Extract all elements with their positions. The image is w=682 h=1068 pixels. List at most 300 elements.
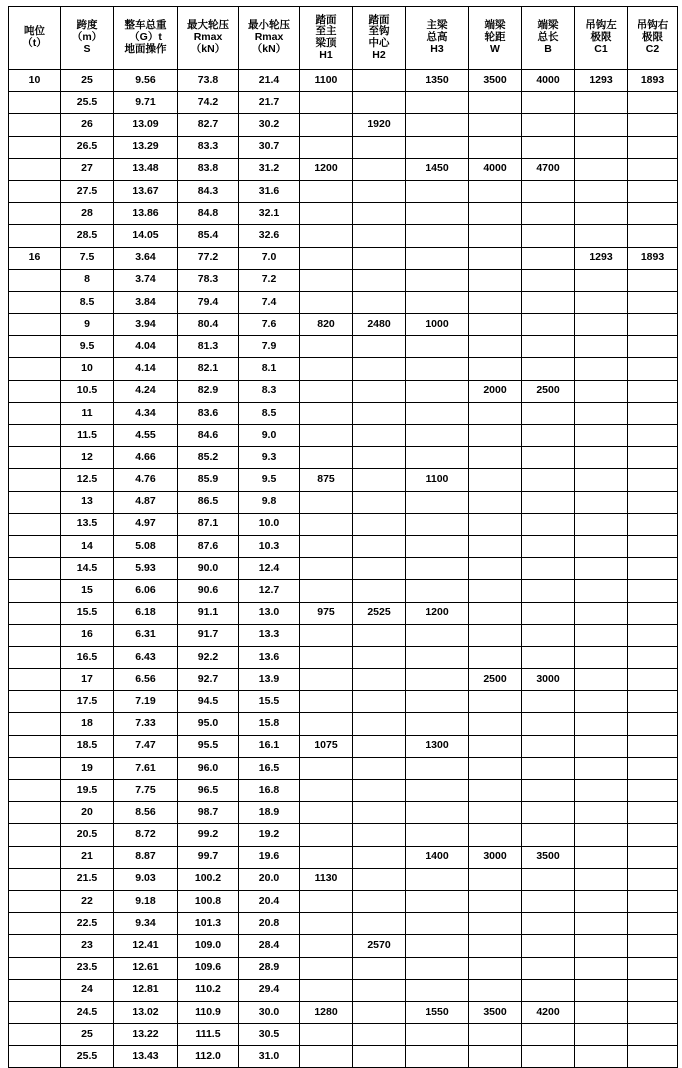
cell-h2 (353, 669, 406, 691)
column-header-line: 吊钩左 (585, 19, 617, 32)
cell-rmin: 8.3 (239, 380, 300, 402)
cell-rmin: 29.4 (239, 979, 300, 1001)
column-header-line: （kN） (190, 42, 226, 55)
cell-h1 (300, 291, 353, 313)
cell-total_weight: 13.43 (114, 1046, 178, 1068)
cell-span: 21.5 (61, 868, 114, 890)
cell-rmax: 84.6 (178, 425, 239, 447)
table-row (9, 114, 678, 136)
cell-rmax: 109.6 (178, 957, 239, 979)
cell-h1 (300, 269, 353, 291)
cell-b (522, 336, 575, 358)
table-row (9, 247, 678, 269)
cell-span: 8.5 (61, 291, 114, 313)
cell-h3 (406, 935, 469, 957)
column-header-capacity (9, 7, 61, 70)
cell-capacity (9, 979, 61, 1001)
cell-h3 (406, 713, 469, 735)
cell-rmin: 28.9 (239, 957, 300, 979)
cell-h3 (406, 646, 469, 668)
cell-b (522, 247, 575, 269)
cell-h3 (406, 447, 469, 469)
cell-rmin: 10.3 (239, 535, 300, 557)
cell-h2 (353, 247, 406, 269)
cell-capacity (9, 269, 61, 291)
cell-capacity (9, 535, 61, 557)
cell-span: 21 (61, 846, 114, 868)
cell-w (469, 269, 522, 291)
cell-h2 (353, 890, 406, 912)
cell-rmax: 82.9 (178, 380, 239, 402)
cell-rmax: 85.2 (178, 447, 239, 469)
cell-w (469, 491, 522, 513)
cell-total_weight: 12.61 (114, 957, 178, 979)
cell-b (522, 913, 575, 935)
cell-total_weight: 13.22 (114, 1024, 178, 1046)
cell-capacity (9, 225, 61, 247)
cell-capacity (9, 314, 61, 336)
cell-c2 (628, 92, 678, 114)
cell-h2 (353, 269, 406, 291)
cell-h2 (353, 358, 406, 380)
cell-h3 (406, 180, 469, 202)
header-row (9, 7, 678, 70)
cell-c1 (575, 535, 628, 557)
column-header-line: H3 (430, 42, 444, 55)
cell-c2 (628, 913, 678, 935)
cell-c1 (575, 491, 628, 513)
cell-w (469, 469, 522, 491)
cell-rmin: 7.2 (239, 269, 300, 291)
cell-b (522, 203, 575, 225)
cell-span: 24 (61, 979, 114, 1001)
cell-b (522, 92, 575, 114)
column-header-line: 整车总重 (124, 19, 167, 32)
cell-b (522, 469, 575, 491)
cell-total_weight: 4.14 (114, 358, 178, 380)
cell-b (522, 713, 575, 735)
cell-c2 (628, 203, 678, 225)
cell-span: 25.5 (61, 92, 114, 114)
cell-capacity: 16 (9, 247, 61, 269)
cell-h1 (300, 957, 353, 979)
cell-w: 3500 (469, 70, 522, 92)
cell-w (469, 913, 522, 935)
cell-b (522, 824, 575, 846)
cell-h3 (406, 957, 469, 979)
cell-b (522, 114, 575, 136)
cell-rmin: 13.6 (239, 646, 300, 668)
cell-span: 15 (61, 580, 114, 602)
cell-h3 (406, 358, 469, 380)
cell-rmax: 87.6 (178, 535, 239, 557)
cell-total_weight: 6.56 (114, 669, 178, 691)
cell-b (522, 358, 575, 380)
cell-total_weight: 9.56 (114, 70, 178, 92)
cell-h3 (406, 136, 469, 158)
cell-w (469, 447, 522, 469)
cell-rmax: 73.8 (178, 70, 239, 92)
column-header-line: Rmax (193, 31, 223, 44)
cell-h3 (406, 868, 469, 890)
cell-w: 3000 (469, 846, 522, 868)
cell-h3 (406, 580, 469, 602)
cell-h3 (406, 225, 469, 247)
cell-c1 (575, 203, 628, 225)
cell-total_weight: 4.76 (114, 469, 178, 491)
cell-c1 (575, 913, 628, 935)
cell-c2 (628, 1001, 678, 1023)
cell-c2 (628, 713, 678, 735)
cell-h1 (300, 802, 353, 824)
cell-w (469, 558, 522, 580)
cell-rmax: 84.8 (178, 203, 239, 225)
cell-c1 (575, 425, 628, 447)
cell-h2 (353, 491, 406, 513)
cell-b (522, 1024, 575, 1046)
cell-span: 27.5 (61, 180, 114, 202)
cell-rmax: 90.6 (178, 580, 239, 602)
column-header-line: C1 (594, 42, 608, 55)
cell-c1: 1293 (575, 70, 628, 92)
column-header-line: B (544, 42, 552, 55)
cell-h1 (300, 358, 353, 380)
column-header-line: 至主 (315, 25, 337, 38)
cell-total_weight: 13.67 (114, 180, 178, 202)
table-row (9, 846, 678, 868)
cell-b (522, 646, 575, 668)
cell-span: 25 (61, 1024, 114, 1046)
cell-c1 (575, 225, 628, 247)
cell-h3 (406, 247, 469, 269)
cell-h1 (300, 380, 353, 402)
cell-h3: 1100 (406, 469, 469, 491)
column-header-line: 端梁 (537, 19, 559, 32)
cell-h3 (406, 92, 469, 114)
table-row (9, 491, 678, 513)
cell-rmax: 94.5 (178, 691, 239, 713)
table-row (9, 979, 678, 1001)
cell-c2 (628, 402, 678, 424)
cell-capacity (9, 780, 61, 802)
cell-h3 (406, 913, 469, 935)
cell-c2 (628, 935, 678, 957)
cell-h2 (353, 469, 406, 491)
cell-span: 23 (61, 935, 114, 957)
cell-h3 (406, 269, 469, 291)
cell-h3 (406, 890, 469, 912)
cell-total_weight: 5.08 (114, 535, 178, 557)
cell-capacity (9, 646, 61, 668)
column-header-line: （kN） (251, 42, 287, 55)
cell-c1 (575, 1001, 628, 1023)
cell-h2 (353, 957, 406, 979)
cell-c2 (628, 314, 678, 336)
cell-w (469, 602, 522, 624)
cell-c1 (575, 291, 628, 313)
cell-capacity (9, 802, 61, 824)
cell-c2 (628, 535, 678, 557)
cell-c1 (575, 979, 628, 1001)
cell-h2 (353, 713, 406, 735)
cell-capacity (9, 1046, 61, 1068)
cell-rmax: 99.2 (178, 824, 239, 846)
cell-c2 (628, 447, 678, 469)
cell-c2 (628, 602, 678, 624)
cell-rmin: 21.4 (239, 70, 300, 92)
cell-w (469, 824, 522, 846)
cell-h1 (300, 114, 353, 136)
cell-h1 (300, 402, 353, 424)
cell-w (469, 646, 522, 668)
cell-c2 (628, 269, 678, 291)
cell-span: 11 (61, 402, 114, 424)
cell-capacity (9, 624, 61, 646)
cell-rmax: 92.2 (178, 646, 239, 668)
cell-rmin: 32.1 (239, 203, 300, 225)
cell-span: 12 (61, 447, 114, 469)
cell-b (522, 314, 575, 336)
cell-h3 (406, 979, 469, 1001)
cell-span: 18.5 (61, 735, 114, 757)
table-row (9, 735, 678, 757)
cell-total_weight: 4.34 (114, 402, 178, 424)
table-row (9, 713, 678, 735)
cell-h3: 1300 (406, 735, 469, 757)
cell-h3 (406, 203, 469, 225)
cell-w (469, 624, 522, 646)
cell-b (522, 691, 575, 713)
table-body (9, 70, 678, 1068)
cell-c1: 1293 (575, 247, 628, 269)
table-row (9, 646, 678, 668)
cell-h1 (300, 890, 353, 912)
cell-rmin: 13.3 (239, 624, 300, 646)
cell-w: 3500 (469, 1001, 522, 1023)
cell-c2 (628, 291, 678, 313)
table-row (9, 957, 678, 979)
cell-rmax: 95.5 (178, 735, 239, 757)
cell-span: 25.5 (61, 1046, 114, 1068)
cell-c2 (628, 824, 678, 846)
cell-c2 (628, 425, 678, 447)
cell-capacity (9, 92, 61, 114)
cell-capacity (9, 180, 61, 202)
cell-b (522, 979, 575, 1001)
column-header-h1 (300, 7, 353, 70)
cell-total_weight: 4.97 (114, 513, 178, 535)
cell-h1: 975 (300, 602, 353, 624)
cell-c1 (575, 580, 628, 602)
cell-span: 17 (61, 669, 114, 691)
cell-c1 (575, 646, 628, 668)
cell-b (522, 180, 575, 202)
cell-h3: 1400 (406, 846, 469, 868)
column-header-c2 (628, 7, 678, 70)
cell-h2 (353, 558, 406, 580)
table-row (9, 314, 678, 336)
cell-h3 (406, 624, 469, 646)
cell-total_weight: 7.61 (114, 757, 178, 779)
cell-capacity (9, 757, 61, 779)
cell-c2 (628, 491, 678, 513)
cell-c2 (628, 669, 678, 691)
cell-h3 (406, 114, 469, 136)
cell-h1 (300, 513, 353, 535)
cell-h1 (300, 180, 353, 202)
column-header-rmin (239, 7, 300, 70)
cell-rmax: 85.9 (178, 469, 239, 491)
cell-h3 (406, 1024, 469, 1046)
cell-h1 (300, 491, 353, 513)
cell-rmax: 85.4 (178, 225, 239, 247)
cell-h3 (406, 535, 469, 557)
cell-b (522, 402, 575, 424)
cell-capacity (9, 425, 61, 447)
cell-total_weight: 7.47 (114, 735, 178, 757)
cell-h1 (300, 913, 353, 935)
cell-c1 (575, 780, 628, 802)
cell-rmin: 13.0 (239, 602, 300, 624)
cell-b (522, 291, 575, 313)
cell-c2 (628, 114, 678, 136)
cell-rmin: 21.7 (239, 92, 300, 114)
cell-c1 (575, 868, 628, 890)
cell-span: 27 (61, 158, 114, 180)
cell-w (469, 136, 522, 158)
cell-c1 (575, 713, 628, 735)
cell-w: 2000 (469, 380, 522, 402)
cell-total_weight: 6.31 (114, 624, 178, 646)
cell-h1 (300, 225, 353, 247)
cell-h1 (300, 624, 353, 646)
cell-span: 23.5 (61, 957, 114, 979)
cell-rmin: 31.6 (239, 180, 300, 202)
cell-h2 (353, 1024, 406, 1046)
cell-h3: 1350 (406, 70, 469, 92)
cell-c2 (628, 646, 678, 668)
cell-b (522, 136, 575, 158)
cell-w (469, 691, 522, 713)
cell-rmax: 111.5 (178, 1024, 239, 1046)
cell-rmax: 92.7 (178, 669, 239, 691)
table-row (9, 691, 678, 713)
cell-h3: 1000 (406, 314, 469, 336)
table-row (9, 890, 678, 912)
cell-span: 14 (61, 535, 114, 557)
cell-h1 (300, 535, 353, 557)
cell-h1 (300, 425, 353, 447)
table-row (9, 203, 678, 225)
cell-rmin: 16.8 (239, 780, 300, 802)
column-header-line: 踏面 (368, 13, 390, 26)
table-row (9, 70, 678, 92)
cell-c1 (575, 269, 628, 291)
cell-c2: 1893 (628, 70, 678, 92)
cell-rmin: 15.8 (239, 713, 300, 735)
table-row (9, 469, 678, 491)
cell-span: 19.5 (61, 780, 114, 802)
cell-h1 (300, 1046, 353, 1068)
cell-span: 13.5 (61, 513, 114, 535)
table-row (9, 336, 678, 358)
cell-total_weight: 9.18 (114, 890, 178, 912)
cell-rmax: 80.4 (178, 314, 239, 336)
table-row (9, 158, 678, 180)
cell-span: 18 (61, 713, 114, 735)
cell-capacity (9, 336, 61, 358)
cell-c2 (628, 336, 678, 358)
cell-h1: 875 (300, 469, 353, 491)
cell-w (469, 780, 522, 802)
cell-rmax: 82.1 (178, 358, 239, 380)
cell-h3 (406, 691, 469, 713)
cell-h2 (353, 646, 406, 668)
cell-rmax: 110.2 (178, 979, 239, 1001)
crane-specification-table (8, 6, 678, 1068)
cell-total_weight: 3.94 (114, 314, 178, 336)
cell-w (469, 735, 522, 757)
cell-total_weight: 7.75 (114, 780, 178, 802)
cell-total_weight: 4.87 (114, 491, 178, 513)
cell-h3 (406, 802, 469, 824)
cell-c2 (628, 580, 678, 602)
cell-b (522, 935, 575, 957)
cell-c1 (575, 624, 628, 646)
cell-rmin: 30.2 (239, 114, 300, 136)
cell-c1 (575, 558, 628, 580)
cell-span: 17.5 (61, 691, 114, 713)
cell-h2 (353, 735, 406, 757)
cell-w: 4000 (469, 158, 522, 180)
cell-rmax: 91.7 (178, 624, 239, 646)
cell-capacity (9, 1001, 61, 1023)
cell-w (469, 1046, 522, 1068)
column-header-line: （G）t (129, 31, 162, 44)
cell-h1 (300, 757, 353, 779)
cell-span: 25 (61, 70, 114, 92)
cell-total_weight: 5.93 (114, 558, 178, 580)
cell-h2: 2525 (353, 602, 406, 624)
cell-h3 (406, 513, 469, 535)
cell-b: 2500 (522, 380, 575, 402)
cell-b (522, 735, 575, 757)
cell-c2 (628, 780, 678, 802)
cell-total_weight: 12.81 (114, 979, 178, 1001)
cell-h1 (300, 669, 353, 691)
column-header-line: H1 (319, 48, 333, 61)
column-header-span (61, 7, 114, 70)
cell-h3 (406, 669, 469, 691)
cell-rmin: 7.9 (239, 336, 300, 358)
cell-w (469, 203, 522, 225)
cell-b (522, 535, 575, 557)
column-header-line: 吨位 (24, 25, 45, 38)
column-header-line: 至钩 (368, 25, 390, 38)
cell-c1 (575, 402, 628, 424)
table-row (9, 513, 678, 535)
cell-span: 24.5 (61, 1001, 114, 1023)
table-row (9, 358, 678, 380)
cell-c1 (575, 447, 628, 469)
cell-total_weight: 8.56 (114, 802, 178, 824)
cell-capacity (9, 447, 61, 469)
cell-h1: 1200 (300, 158, 353, 180)
cell-h2 (353, 824, 406, 846)
cell-rmax: 112.0 (178, 1046, 239, 1068)
cell-rmin: 30.0 (239, 1001, 300, 1023)
cell-c2 (628, 1046, 678, 1068)
